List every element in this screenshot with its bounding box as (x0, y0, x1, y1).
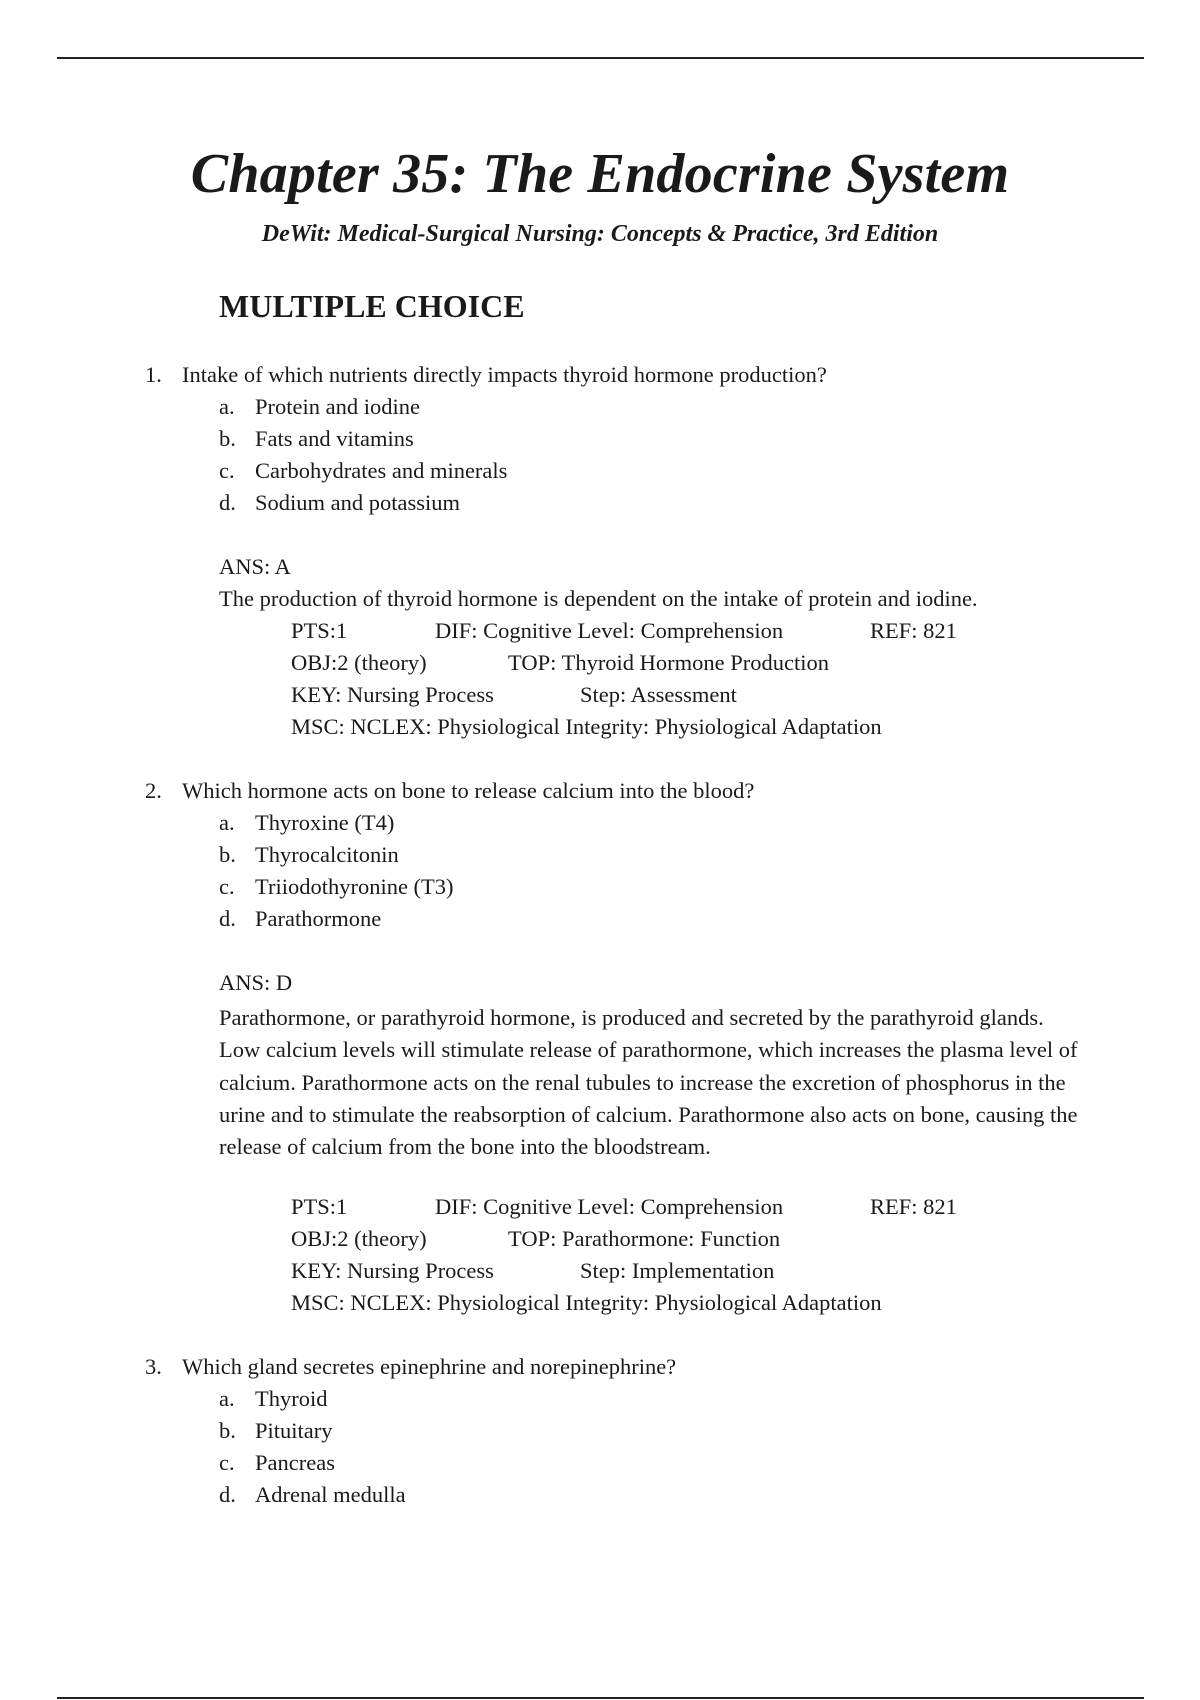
question-number: 2. (145, 778, 162, 803)
option-text: Thyroid (255, 1386, 328, 1411)
rationale: The production of thyroid hormone is dependent on the intake of protein and iodine. (219, 586, 978, 611)
meta-msc: MSC: NCLEX: Physiological Integrity: Physiological Adaptation (291, 714, 882, 739)
option-text: Parathormone (255, 906, 382, 931)
meta-obj: OBJ:2 (theory) (291, 1226, 427, 1251)
option-letter: d. (219, 490, 236, 515)
option-letter: a. (219, 1386, 235, 1411)
meta-ref: REF: 821 (870, 618, 957, 643)
option-text: Thyrocalcitonin (255, 842, 399, 867)
meta-pts: PTS:1 (291, 618, 348, 643)
option-text: Adrenal medulla (255, 1482, 406, 1507)
rationale: Parathormone, or parathyroid hormone, is produced and secreted by the parathyroid glands. Low calcium levels will stimulate release of parathormone, which increases the plasma level of calcium. Parathormone acts on the renal tubules to increase the excretion of phosphorus in the urine and to stimulate the reabsorption of calcium. Parathormone also acts on bone, causing the release of calcium from the bone into the bloodstream. (219, 1005, 1078, 1160)
meta-dif: DIF: Cognitive Level: Comprehension (435, 618, 784, 643)
option-letter: d. (219, 906, 236, 931)
meta-step: Step: Implementation (580, 1258, 775, 1283)
meta-step: Step: Assessment (580, 682, 737, 707)
meta-pts: PTS:1 (291, 1194, 348, 1219)
option-letter: a. (219, 394, 235, 419)
option-letter: c. (219, 458, 235, 483)
question-number: 1. (145, 362, 162, 387)
answer-key: ANS: D (219, 970, 293, 995)
question-stem: Intake of which nutrients directly impacts thyroid hormone production? (182, 362, 827, 387)
section-heading: MULTIPLE CHOICE (219, 288, 525, 324)
option-text: Protein and iodine (255, 394, 420, 419)
question-stem: Which gland secretes epinephrine and norepinephrine? (182, 1354, 677, 1379)
option-letter: b. (219, 426, 236, 451)
answer-key: ANS: A (219, 554, 291, 579)
option-letter: d. (219, 1482, 236, 1507)
page-subtitle: DeWit: Medical-Surgical Nursing: Concepts & Practice, 3rd Edition (261, 221, 939, 247)
option-letter: a. (219, 810, 235, 835)
option-letter: b. (219, 1418, 236, 1443)
page-title: Chapter 35: The Endocrine System (190, 143, 1010, 205)
question-number: 3. (145, 1354, 162, 1379)
option-letter: b. (219, 842, 236, 867)
meta-top: TOP: Parathormone: Function (508, 1226, 781, 1251)
option-text: Fats and vitamins (255, 426, 414, 451)
option-text: Pancreas (255, 1450, 335, 1475)
option-letter: c. (219, 874, 235, 899)
option-letter: c. (219, 1450, 235, 1475)
meta-ref: REF: 821 (870, 1194, 957, 1219)
meta-msc: MSC: NCLEX: Physiological Integrity: Physiological Adaptation (291, 1290, 882, 1315)
bottom-rule (57, 1697, 1144, 1699)
meta-obj: OBJ:2 (theory) (291, 650, 427, 675)
question-stem: Which hormone acts on bone to release calcium into the blood? (182, 778, 755, 803)
option-text: Carbohydrates and minerals (255, 458, 508, 483)
meta-key: KEY: Nursing Process (291, 1258, 494, 1283)
meta-top: TOP: Thyroid Hormone Production (508, 650, 830, 675)
meta-key: KEY: Nursing Process (291, 682, 494, 707)
top-rule (57, 57, 1144, 59)
option-text: Sodium and potassium (255, 490, 461, 515)
option-text: Pituitary (255, 1418, 333, 1443)
meta-dif: DIF: Cognitive Level: Comprehension (435, 1194, 784, 1219)
option-text: Triiodothyronine (T3) (255, 874, 454, 899)
option-text: Thyroxine (T4) (255, 810, 395, 835)
